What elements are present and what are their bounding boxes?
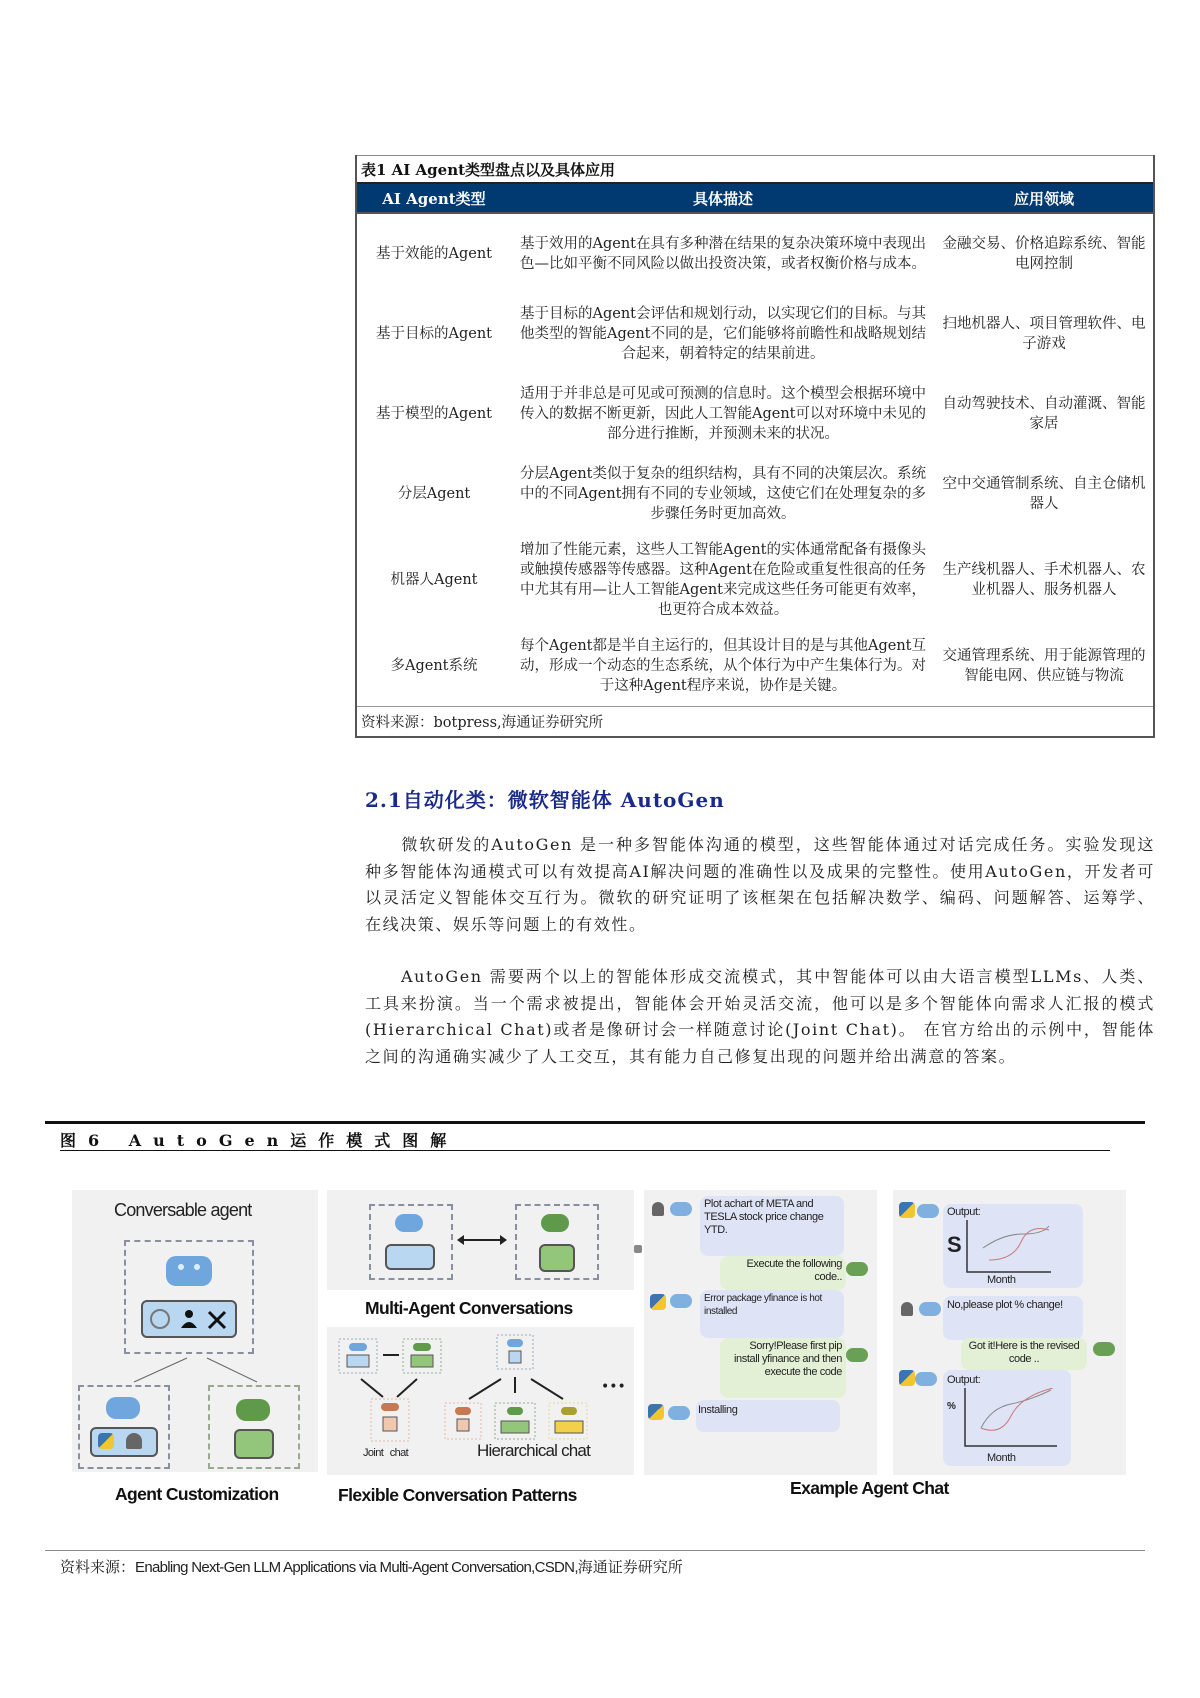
llm-agent-box bbox=[208, 1385, 300, 1469]
cell-desc: 分层Agent类似于复杂的组织结构，具有不同的决策层次。系统中的不同Agent拥有不同的专业领域，这使它们在处理复杂的多步骤任务时更加高效。 bbox=[520, 466, 926, 522]
table-row bbox=[357, 626, 1153, 706]
paragraph-text: AutoGen 需要两个以上的智能体形成交流模式，其中智能体可以由大语言模型LLMs、人类、工具来扮演。当一个需求被提出，智能体会开始灵活交流，他可以是多个智能体向需求人汇报的模式(Hierarchical Chat)或者是像研讨会一样随意讨论(Joint Chat)。 在官方给出的示例中，智能体之间的沟通确实减少了人工交互，其有能力自己修复出现的问题并给出满意的答案。 bbox=[365, 967, 1155, 1066]
header-desc: 具体描述 bbox=[511, 183, 935, 213]
table-row bbox=[357, 294, 1153, 374]
hierarchical-chat-label: Hierarchical chat bbox=[477, 1441, 591, 1460]
chat-bubble-assistant: Sorry!Please first pip install yfinance and then execute the code bbox=[720, 1338, 846, 1398]
cell-apps: 交通管理系统、用于能源管理的智能电网、供应链与物流 bbox=[942, 648, 1146, 684]
chat-bubble-user: Plot achart of META and TESLA stock price change YTD. bbox=[700, 1196, 844, 1256]
robot-icon bbox=[236, 1399, 270, 1421]
chart-y-label: % bbox=[947, 1401, 956, 1412]
table-row bbox=[357, 213, 1153, 294]
llm-card bbox=[539, 1244, 575, 1272]
cell-type: 机器人Agent bbox=[390, 572, 478, 588]
robot-icon bbox=[919, 1302, 941, 1316]
stock-price-mini-chart bbox=[963, 1220, 1053, 1276]
llm-card bbox=[234, 1429, 274, 1459]
robot-icon bbox=[668, 1406, 690, 1420]
panel-flexible-patterns bbox=[327, 1327, 634, 1475]
figure-title: 图6 AutoGen运作模式图解 bbox=[60, 1131, 459, 1150]
table-source: 资料来源：botpress,海通证券研究所 bbox=[357, 706, 1153, 736]
robot-icon bbox=[846, 1348, 868, 1362]
caption-multi-agent: Multi-Agent Conversations bbox=[365, 1298, 573, 1318]
caption-agent-customization: Agent Customization bbox=[115, 1484, 279, 1504]
cell-desc: 每个Agent都是半自主运行的，但其设计目的是与其他Agent互动，形成一个动态的生态系统，从个体行为中产生集体行为。对于这种Agent程序来说，协作是关键。 bbox=[520, 638, 926, 694]
chart-y-label: S bbox=[947, 1232, 962, 1257]
assistant-agent-box bbox=[78, 1385, 170, 1469]
chart-x-label: Month bbox=[987, 1274, 1016, 1286]
header-apps: 应用领域 bbox=[935, 183, 1153, 213]
robot-icon bbox=[917, 1204, 939, 1218]
table-row bbox=[357, 374, 1153, 454]
header-type: AI Agent类型 bbox=[357, 183, 511, 213]
table-grid bbox=[357, 182, 1153, 706]
figure-source: 资料来源：Enabling Next-Gen LLM Applications via Multi-Agent Conversation,CSDN,海通证券研究所 bbox=[60, 1558, 683, 1576]
python-icon bbox=[98, 1433, 114, 1449]
panel-agent-customization bbox=[72, 1190, 318, 1472]
caption-flexible-patterns: Flexible Conversation Patterns bbox=[338, 1485, 577, 1505]
cell-apps: 空中交通管制系统、自主仓储机器人 bbox=[942, 476, 1146, 512]
agent-box bbox=[369, 1204, 453, 1280]
cell-desc: 基于效用的Agent在具有多种潜在结果的复杂决策环境中表现出色—比如平衡不同风险以做出投资决策，或者权衡价格与成本。 bbox=[520, 236, 926, 272]
ellipsis: ••• bbox=[601, 1379, 626, 1395]
cell-apps: 金融交易、价格追踪系统、智能电网控制 bbox=[942, 236, 1146, 272]
cell-type: 基于效能的Agent bbox=[376, 246, 492, 262]
conversable-agent-label: Conversable agent bbox=[114, 1200, 252, 1220]
source-rule bbox=[45, 1550, 1145, 1551]
cell-type: 多Agent系统 bbox=[390, 658, 478, 674]
chat-bubble-assistant: Got it!Here is the revised code .. bbox=[961, 1338, 1087, 1370]
section-heading: 2.1自动化类：微软智能体 AutoGen bbox=[365, 788, 725, 812]
table-title: 表1 AI Agent类型盘点以及具体应用 bbox=[357, 155, 1153, 182]
cell-desc: 增加了性能元素，这些人工智能Agent的实体通常配备有摄像头或触摸传感器等传感器。这种Agent在危险或重复性很高的任务中尤其有用—让人工智能Agent来完成这些任务可能更有效率，也更符合成本效益。 bbox=[520, 542, 926, 618]
cell-desc: 适用于并非总是可见或可预测的信息时。这个模型会根据环境中传入的数据不断更新，因此人工智能Agent可以对环境中未见的部分进行推断，并预测未来的状况。 bbox=[520, 386, 926, 442]
panel-example-chat-1 bbox=[644, 1190, 877, 1475]
robot-icon bbox=[846, 1262, 868, 1276]
paragraph-text: 微软研发的AutoGen 是一种多智能体沟通的模型，这些智能体通过对话完成任务。实验发现这种多智能体沟通模式可以有效提高AI解决问题的准确性以及成果的完整性。使用AutoGen，开发者可以灵活定义智能体交互行为。微软的研究证明了该框架在包括解决数学、编码、问题解答、运筹学、在线决策、娱乐等问题上的有效性。 bbox=[365, 835, 1155, 934]
arrow-connector-icon bbox=[634, 1245, 642, 1253]
table-header-row bbox=[357, 183, 1153, 213]
cell-apps: 自动驾驶技术、自动灌溉、智能家居 bbox=[942, 396, 1146, 432]
python-icon bbox=[899, 1202, 915, 1218]
panel-example-chat-2 bbox=[893, 1190, 1126, 1475]
python-icon bbox=[648, 1404, 664, 1420]
chart-x-label: Month bbox=[987, 1452, 1016, 1464]
percent-change-mini-chart bbox=[961, 1388, 1061, 1450]
table-row bbox=[357, 454, 1153, 534]
cell-apps: 生产线机器人、手术机器人、农业机器人、服务机器人 bbox=[942, 562, 1146, 598]
robot-icon bbox=[106, 1397, 140, 1419]
chat-bubble-assistant: Execute the following code.. bbox=[720, 1256, 846, 1290]
cell-desc: 基于目标的Agent会评估和规划行动，以实现它们的目标。与其他类型的智能Agent不同的是，它们能够将前瞻性和战略规划结合起来，朝着特定的结果前进。 bbox=[520, 306, 926, 362]
cell-type: 基于模型的Agent bbox=[376, 406, 492, 422]
chat-bubble-executor: Error package yfinance is hot installed bbox=[700, 1290, 844, 1338]
robot-icon bbox=[670, 1202, 692, 1216]
robot-icon bbox=[915, 1372, 937, 1386]
cell-type: 分层Agent bbox=[397, 486, 471, 502]
cell-apps: 扫地机器人、项目管理软件、电子游戏 bbox=[942, 316, 1146, 352]
agent-types-table bbox=[355, 155, 1155, 738]
chat-bubble-executor: Installing bbox=[696, 1400, 840, 1432]
robot-icon bbox=[541, 1214, 569, 1232]
agent-box bbox=[515, 1204, 599, 1280]
cell-type: 基于目标的Agent bbox=[376, 326, 492, 342]
caption-example-chat: Example Agent Chat bbox=[790, 1478, 949, 1498]
panel-multi-agent bbox=[327, 1190, 634, 1290]
robot-icon bbox=[395, 1214, 423, 1232]
bidirectional-arrow-icon bbox=[457, 1234, 507, 1246]
figure-title-rule bbox=[60, 1150, 1110, 1151]
python-icon bbox=[650, 1294, 666, 1310]
python-human-card bbox=[90, 1427, 158, 1457]
robot-icon bbox=[1093, 1342, 1115, 1356]
paragraph bbox=[365, 832, 1155, 938]
chat-bubble-output: Output: S Month bbox=[943, 1204, 1083, 1288]
user-icon bbox=[901, 1302, 913, 1316]
figure-top-rule bbox=[45, 1121, 1145, 1124]
paragraph bbox=[365, 964, 1155, 1070]
user-icon bbox=[652, 1202, 664, 1216]
human-icon bbox=[126, 1433, 142, 1449]
python-icon bbox=[899, 1370, 915, 1386]
python-human-card bbox=[385, 1244, 435, 1270]
chat-bubble-output: Output: % Month bbox=[943, 1370, 1071, 1466]
joint-chat-label: Joint chat bbox=[363, 1447, 409, 1459]
table-row bbox=[357, 534, 1153, 626]
chat-bubble-user: No,please plot % change! bbox=[943, 1296, 1083, 1340]
robot-icon bbox=[670, 1294, 692, 1308]
